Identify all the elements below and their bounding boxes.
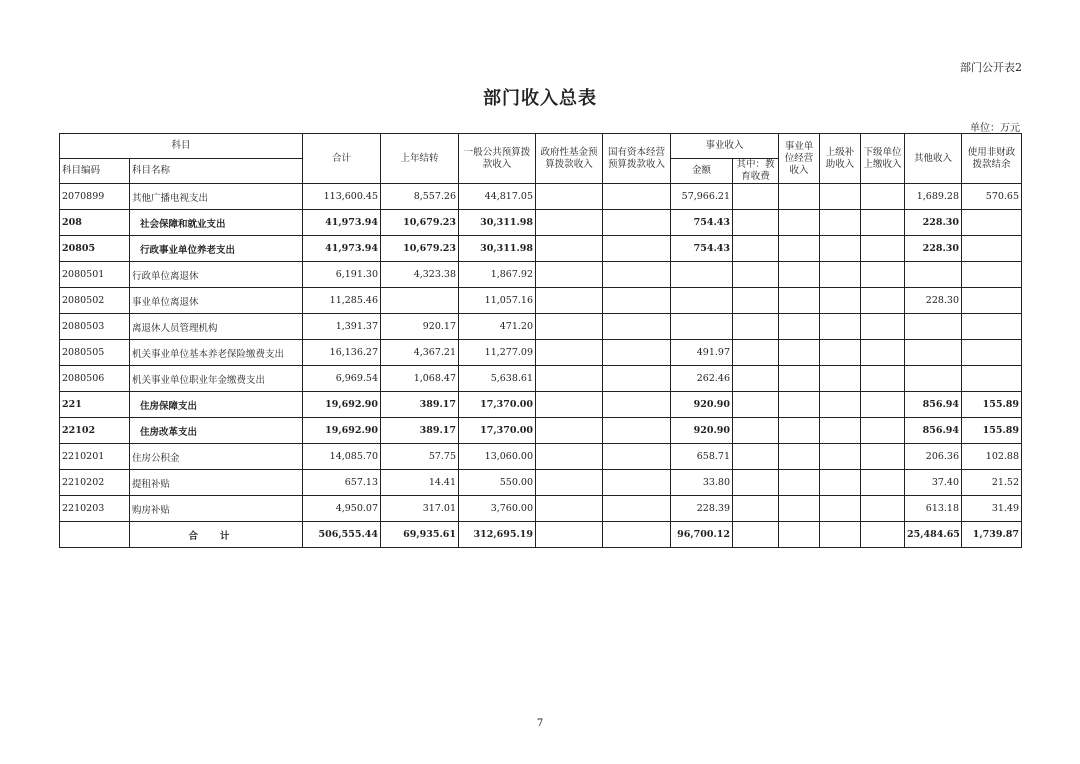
name-cell: 提租补贴 — [130, 470, 303, 496]
lower-payment-cell — [861, 496, 905, 522]
lower-payment-cell — [861, 366, 905, 392]
header-amount: 金额 — [671, 159, 733, 184]
gov-fund-cell — [536, 444, 603, 470]
non-fiscal-cell: 570.65 — [962, 184, 1022, 210]
business-unit-cell — [779, 366, 820, 392]
code-cell: 2080505 — [60, 340, 130, 366]
non-fiscal-cell — [962, 366, 1022, 392]
total-cell: 14,085.70 — [303, 444, 381, 470]
state-capital-cell — [603, 184, 671, 210]
table-row — [60, 418, 1022, 444]
lower-payment-cell — [861, 288, 905, 314]
name-cell: 住房保障支出 — [130, 392, 303, 418]
name-cell: 机关事业单位基本养老保险缴费支出 — [130, 340, 303, 366]
lower-payment-cell — [861, 262, 905, 288]
other-income-cell: 856.94 — [905, 392, 962, 418]
total-upper — [820, 522, 861, 548]
total-state-capital — [603, 522, 671, 548]
table-body — [60, 184, 1022, 548]
table-row — [60, 392, 1022, 418]
name-cell: 住房改革支出 — [130, 418, 303, 444]
other-income-cell: 856.94 — [905, 418, 962, 444]
non-fiscal-cell: 155.89 — [962, 418, 1022, 444]
state-capital-cell — [603, 314, 671, 340]
amount-cell — [671, 288, 733, 314]
amount-cell: 228.39 — [671, 496, 733, 522]
non-fiscal-cell: 31.49 — [962, 496, 1022, 522]
total-total: 506,555.44 — [303, 522, 381, 548]
gov-fund-cell — [536, 392, 603, 418]
lower-payment-cell — [861, 418, 905, 444]
state-capital-cell — [603, 392, 671, 418]
total-cell: 19,692.90 — [303, 418, 381, 444]
total-cell: 16,136.27 — [303, 340, 381, 366]
edu-fee-cell — [733, 496, 779, 522]
page-number: 7 — [536, 718, 544, 729]
income-summary-table — [59, 133, 1022, 548]
other-income-cell — [905, 340, 962, 366]
edu-fee-cell — [733, 314, 779, 340]
edu-fee-cell — [733, 288, 779, 314]
general-budget-cell: 11,277.09 — [459, 340, 536, 366]
upper-subsidy-cell — [820, 236, 861, 262]
carryover-cell: 4,323.38 — [381, 262, 459, 288]
other-income-cell: 1,689.28 — [905, 184, 962, 210]
gov-fund-cell — [536, 340, 603, 366]
upper-subsidy-cell — [820, 496, 861, 522]
business-unit-cell — [779, 288, 820, 314]
amount-cell — [671, 262, 733, 288]
gov-fund-cell — [536, 470, 603, 496]
general-budget-cell: 17,370.00 — [459, 392, 536, 418]
total-cell: 41,973.94 — [303, 210, 381, 236]
carryover-cell: 389.17 — [381, 418, 459, 444]
state-capital-cell — [603, 444, 671, 470]
total-cell: 657.13 — [303, 470, 381, 496]
code-cell: 2070899 — [60, 184, 130, 210]
state-capital-cell — [603, 418, 671, 444]
other-income-cell — [905, 314, 962, 340]
gov-fund-cell — [536, 366, 603, 392]
non-fiscal-cell — [962, 210, 1022, 236]
non-fiscal-cell — [962, 288, 1022, 314]
total-cell: 11,285.46 — [303, 288, 381, 314]
non-fiscal-cell — [962, 314, 1022, 340]
total-cell: 6,191.30 — [303, 262, 381, 288]
name-cell: 购房补贴 — [130, 496, 303, 522]
total-cell: 1,391.37 — [303, 314, 381, 340]
carryover-cell: 57.75 — [381, 444, 459, 470]
general-budget-cell: 44,817.05 — [459, 184, 536, 210]
name-cell: 住房公积金 — [130, 444, 303, 470]
amount-cell: 754.43 — [671, 210, 733, 236]
gov-fund-cell — [536, 262, 603, 288]
non-fiscal-cell — [962, 262, 1022, 288]
edu-fee-cell — [733, 418, 779, 444]
name-cell: 行政事业单位养老支出 — [130, 236, 303, 262]
header-business-income: 事业收入 — [671, 134, 779, 159]
business-unit-cell — [779, 184, 820, 210]
code-cell: 2080503 — [60, 314, 130, 340]
amount-cell: 57,966.21 — [671, 184, 733, 210]
business-unit-cell — [779, 236, 820, 262]
header-total: 合计 — [303, 134, 381, 184]
carryover-cell: 317.01 — [381, 496, 459, 522]
name-cell: 其他广播电视支出 — [130, 184, 303, 210]
carryover-cell: 4,367.21 — [381, 340, 459, 366]
total-other: 25,484.65 — [905, 522, 962, 548]
gov-fund-cell — [536, 236, 603, 262]
upper-subsidy-cell — [820, 444, 861, 470]
table-row — [60, 210, 1022, 236]
header-edu-fee: 其中：教育收费 — [733, 159, 779, 184]
carryover-cell: 8,557.26 — [381, 184, 459, 210]
non-fiscal-cell: 155.89 — [962, 392, 1022, 418]
header-business-unit-income: 事业单位经营收入 — [779, 134, 820, 184]
total-cell: 19,692.90 — [303, 392, 381, 418]
table-row — [60, 496, 1022, 522]
general-budget-cell: 30,311.98 — [459, 236, 536, 262]
business-unit-cell — [779, 418, 820, 444]
general-budget-cell: 13,060.00 — [459, 444, 536, 470]
page-title: 部门收入总表 — [483, 88, 597, 109]
amount-cell: 920.90 — [671, 392, 733, 418]
lower-payment-cell — [861, 210, 905, 236]
other-income-cell: 228.30 — [905, 288, 962, 314]
state-capital-cell — [603, 366, 671, 392]
amount-cell: 754.43 — [671, 236, 733, 262]
header-upper-subsidy: 上级补助收入 — [820, 134, 861, 184]
upper-subsidy-cell — [820, 392, 861, 418]
table-row — [60, 366, 1022, 392]
total-edu — [733, 522, 779, 548]
non-fiscal-cell: 102.88 — [962, 444, 1022, 470]
gov-fund-cell — [536, 314, 603, 340]
state-capital-cell — [603, 288, 671, 314]
other-income-cell: 37.40 — [905, 470, 962, 496]
table-row — [60, 340, 1022, 366]
table-row — [60, 314, 1022, 340]
lower-payment-cell — [861, 236, 905, 262]
code-cell: 20805 — [60, 236, 130, 262]
general-budget-cell: 11,057.16 — [459, 288, 536, 314]
header-non-fiscal: 使用非财政拨款结余 — [962, 134, 1022, 184]
total-non-fiscal: 1,739.87 — [962, 522, 1022, 548]
gov-fund-cell — [536, 496, 603, 522]
total-cell: 41,973.94 — [303, 236, 381, 262]
header-general-budget: 一般公共预算拨款收入 — [459, 134, 536, 184]
other-income-cell — [905, 262, 962, 288]
lower-payment-cell — [861, 392, 905, 418]
business-unit-cell — [779, 470, 820, 496]
upper-subsidy-cell — [820, 210, 861, 236]
general-budget-cell: 3,760.00 — [459, 496, 536, 522]
total-cell: 6,969.54 — [303, 366, 381, 392]
edu-fee-cell — [733, 262, 779, 288]
table-row — [60, 262, 1022, 288]
header-subject-code: 科目编码 — [60, 159, 130, 184]
code-cell: 2210201 — [60, 444, 130, 470]
carryover-cell: 920.17 — [381, 314, 459, 340]
edu-fee-cell — [733, 470, 779, 496]
business-unit-cell — [779, 210, 820, 236]
code-cell: 22102 — [60, 418, 130, 444]
general-budget-cell: 30,311.98 — [459, 210, 536, 236]
general-budget-cell: 1,867.92 — [459, 262, 536, 288]
header-other-income: 其他收入 — [905, 134, 962, 184]
state-capital-cell — [603, 470, 671, 496]
general-budget-cell: 471.20 — [459, 314, 536, 340]
gov-fund-cell — [536, 210, 603, 236]
edu-fee-cell — [733, 236, 779, 262]
business-unit-cell — [779, 340, 820, 366]
lower-payment-cell — [861, 314, 905, 340]
carryover-cell: 14.41 — [381, 470, 459, 496]
upper-subsidy-cell — [820, 314, 861, 340]
code-cell: 2080501 — [60, 262, 130, 288]
non-fiscal-cell: 21.52 — [962, 470, 1022, 496]
carryover-cell: 10,679.23 — [381, 210, 459, 236]
amount-cell: 491.97 — [671, 340, 733, 366]
upper-subsidy-cell — [820, 184, 861, 210]
state-capital-cell — [603, 340, 671, 366]
code-cell: 208 — [60, 210, 130, 236]
edu-fee-cell — [733, 340, 779, 366]
edu-fee-cell — [733, 392, 779, 418]
table-row — [60, 184, 1022, 210]
total-lower — [861, 522, 905, 548]
general-budget-cell: 17,370.00 — [459, 418, 536, 444]
carryover-cell: 10,679.23 — [381, 236, 459, 262]
name-cell: 行政单位离退休 — [130, 262, 303, 288]
amount-cell — [671, 314, 733, 340]
lower-payment-cell — [861, 340, 905, 366]
other-income-cell: 228.30 — [905, 236, 962, 262]
name-cell: 社会保障和就业支出 — [130, 210, 303, 236]
total-cell: 113,600.45 — [303, 184, 381, 210]
other-income-cell — [905, 366, 962, 392]
total-row — [60, 522, 1022, 548]
upper-subsidy-cell — [820, 288, 861, 314]
amount-cell: 920.90 — [671, 418, 733, 444]
total-label: 合计 — [130, 522, 303, 548]
header-carryover: 上年结转 — [381, 134, 459, 184]
edu-fee-cell — [733, 366, 779, 392]
general-budget-cell: 550.00 — [459, 470, 536, 496]
code-cell: 2080502 — [60, 288, 130, 314]
name-cell: 离退休人员管理机构 — [130, 314, 303, 340]
business-unit-cell — [779, 314, 820, 340]
total-gov-fund — [536, 522, 603, 548]
gov-fund-cell — [536, 184, 603, 210]
state-capital-cell — [603, 496, 671, 522]
amount-cell: 33.80 — [671, 470, 733, 496]
upper-subsidy-cell — [820, 262, 861, 288]
header-subject: 科目 — [60, 134, 303, 159]
header-state-capital: 国有资本经营预算拨款收入 — [603, 134, 671, 184]
code-cell: 221 — [60, 392, 130, 418]
upper-subsidy-cell — [820, 340, 861, 366]
code-cell: 2210203 — [60, 496, 130, 522]
lower-payment-cell — [861, 444, 905, 470]
header-lower-payment: 下级单位上缴收入 — [861, 134, 905, 184]
carryover-cell — [381, 288, 459, 314]
total-cell: 4,950.07 — [303, 496, 381, 522]
business-unit-cell — [779, 392, 820, 418]
state-capital-cell — [603, 210, 671, 236]
amount-cell: 262.46 — [671, 366, 733, 392]
other-income-cell: 228.30 — [905, 210, 962, 236]
state-capital-cell — [603, 262, 671, 288]
code-cell: 2080506 — [60, 366, 130, 392]
code-cell: 2210202 — [60, 470, 130, 496]
amount-cell: 658.71 — [671, 444, 733, 470]
unit-label: 单位：万元 — [970, 123, 1020, 134]
name-cell: 机关事业单位职业年金缴费支出 — [130, 366, 303, 392]
header-subject-name: 科目名称 — [130, 159, 303, 184]
non-fiscal-cell — [962, 236, 1022, 262]
other-income-cell: 613.18 — [905, 496, 962, 522]
state-capital-cell — [603, 236, 671, 262]
table-row — [60, 470, 1022, 496]
total-general: 312,695.19 — [459, 522, 536, 548]
business-unit-cell — [779, 496, 820, 522]
business-unit-cell — [779, 262, 820, 288]
other-income-cell: 206.36 — [905, 444, 962, 470]
upper-subsidy-cell — [820, 470, 861, 496]
name-cell: 事业单位离退休 — [130, 288, 303, 314]
general-budget-cell: 5,638.61 — [459, 366, 536, 392]
table-row — [60, 236, 1022, 262]
gov-fund-cell — [536, 418, 603, 444]
non-fiscal-cell — [962, 340, 1022, 366]
business-unit-cell — [779, 444, 820, 470]
upper-subsidy-cell — [820, 366, 861, 392]
lower-payment-cell — [861, 470, 905, 496]
edu-fee-cell — [733, 184, 779, 210]
upper-subsidy-cell — [820, 418, 861, 444]
table-row — [60, 444, 1022, 470]
edu-fee-cell — [733, 210, 779, 236]
gov-fund-cell — [536, 288, 603, 314]
lower-payment-cell — [861, 184, 905, 210]
header-gov-fund: 政府性基金预算拨款收入 — [536, 134, 603, 184]
carryover-cell: 389.17 — [381, 392, 459, 418]
table-number-label: 部门公开表2 — [960, 61, 1022, 74]
edu-fee-cell — [733, 444, 779, 470]
total-carryover: 69,935.61 — [381, 522, 459, 548]
total-code-cell — [60, 522, 130, 548]
table-row — [60, 288, 1022, 314]
total-amount: 96,700.12 — [671, 522, 733, 548]
total-business-unit — [779, 522, 820, 548]
carryover-cell: 1,068.47 — [381, 366, 459, 392]
